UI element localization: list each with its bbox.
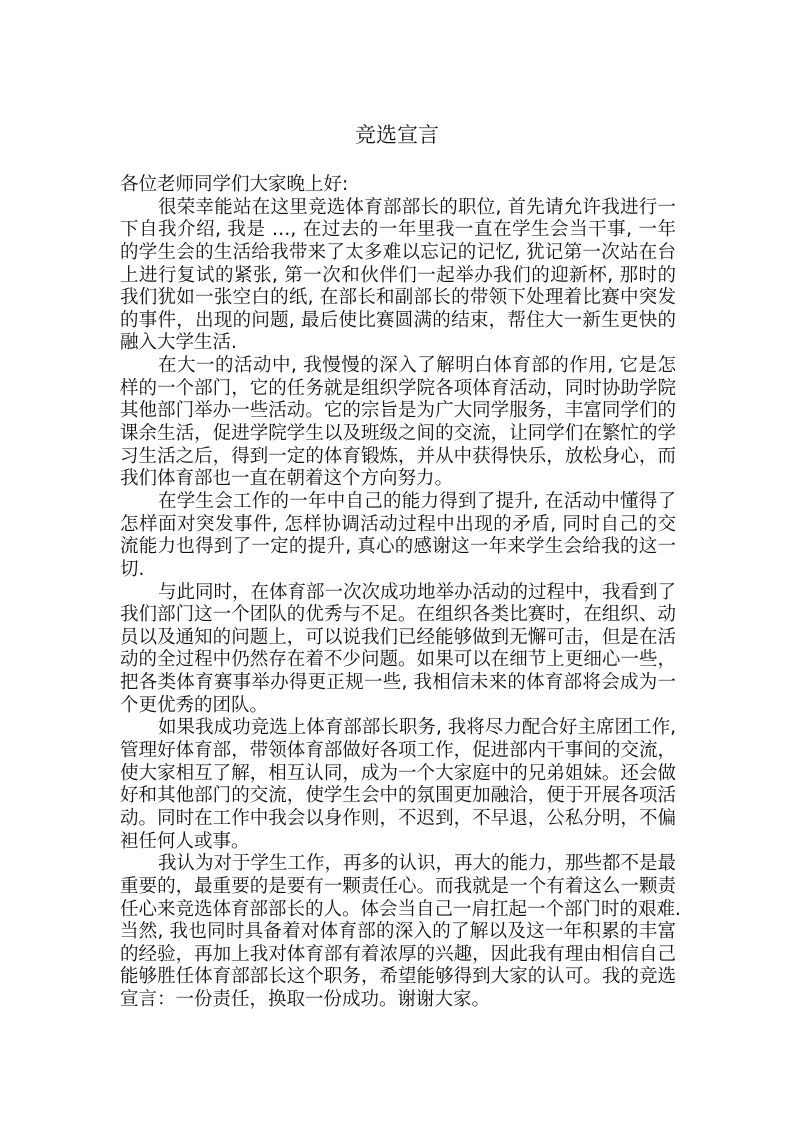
text-line: 把各类体育赛事举办得更正规一些, 我相信未来的体育部将会成为一 — [120, 672, 676, 694]
text-line: 的事件，出现的问题, 最后使比赛圆满的结束，帮住大一新生更快的 — [120, 309, 676, 331]
text-line: 流能力也得到了一定的提升, 真心的感谢这一年来学生会给我的这一 — [120, 536, 676, 558]
text-line: 管理好体育部，带领体育部做好各项工作，促进部内干事间的交流， — [120, 740, 676, 762]
text-line: 上进行复试的紧张, 第一次和伙伴们一起举办我们的迎新杯, 那时的 — [120, 264, 676, 286]
text-line: 如果我成功竞选上体育部部长职务, 我将尽力配合好主席团工作, — [158, 717, 676, 739]
text-line: 下自我介绍, 我是 …, 在过去的一年里我一直在学生会当干事, 一年 — [120, 219, 676, 241]
text-line: 任心来竞选体育部部长的人。体会当自己一肩扛起一个部门时的艰难. — [120, 898, 681, 920]
text-line: 很荣幸能站在这里竞选体育部部长的职位, 首先请允许我进行一 — [158, 196, 676, 218]
document-title: 竞选宣言 — [355, 123, 439, 147]
text-line: 的经验，再加上我对体育部有着浓厚的兴趣，因此我有理由相信自己 — [120, 943, 676, 965]
text-line: 各位老师同学们大家晚上好: — [120, 174, 349, 195]
text-line: 动。同时在工作中我会以身作则，不迟到，不早退，公私分明，不偏 — [120, 807, 676, 829]
text-line: 我认为对于学生工作，再多的认识，再大的能力，那些都不是最 — [158, 853, 677, 875]
text-line: 我们部门这一个团队的优秀与不足。在组织各类比赛时，在组织、动 — [120, 604, 676, 626]
text-line: 当然, 我也同时具备着对体育部的深入的了解以及这一年积累的丰富 — [120, 921, 676, 943]
text-line: 课余生活，促进学院学生以及班级之间的交流，让同学们在繁忙的学 — [120, 423, 676, 445]
text-line: 融入大学生活. — [120, 332, 237, 354]
text-line: 重要的，最重要的是要有一颗责任心。而我就是一个有着这么一颗责 — [120, 875, 676, 897]
text-line: 在大一的活动中, 我慢慢的深入了解明白体育部的作用, 它是怎 — [158, 355, 676, 377]
text-line: 其他部门举办一些活动。它的宗旨是为广大同学服务，丰富同学们的 — [120, 400, 676, 422]
text-line: 我们犹如一张空白的纸, 在部长和副部长的带领下处理着比赛中突发 — [120, 287, 676, 309]
text-line: 的学生会的生活给我带来了太多难以忘记的记忆, 犹记第一次站在台 — [120, 241, 676, 263]
text-line: 样的一个部门，它的任务就是组织学院各项体育活动，同时协助学院 — [120, 377, 676, 399]
text-line: 习生活之后，得到一定的体育锻炼，并从中获得快乐，放松身心，而 — [120, 445, 676, 467]
text-line: 动的全过程中仍然存在着不少问题。如果可以在细节上更细心一些， — [120, 649, 676, 671]
text-line: 宣言：一份责任，换取一份成功。谢谢大家。 — [120, 989, 491, 1011]
text-line: 在学生会工作的一年中自己的能力得到了提升, 在活动中懂得了 — [158, 490, 676, 512]
text-line: 与此同时，在体育部一次次成功地举办活动的过程中，我看到了 — [158, 581, 677, 603]
text-line: 能够胜任体育部部长这个职务，希望能够得到大家的认可。我的竞选 — [120, 966, 676, 988]
text-line: 我们体育部也一直在朝着这个方向努力。 — [120, 468, 454, 490]
text-line: 好和其他部门的交流，使学生会中的氛围更加融洽，便于开展各项活 — [120, 785, 676, 807]
text-line: 怎样面对突发事件, 怎样协调活动过程中出现的矛盾, 同时自己的交 — [120, 513, 676, 535]
text-line: 切. — [120, 558, 145, 580]
document-body — [120, 174, 681, 1012]
text-line: 使大家相互了解，相互认同，成为一个大家庭中的兄弟姐妹。还会做 — [120, 762, 676, 784]
text-line: 员以及通知的问题上，可以说我们已经能够做到无懈可击，但是在活 — [120, 626, 676, 648]
text-line: 个更优秀的团队。 — [120, 694, 269, 716]
text-line: 袒任何人或事。 — [120, 830, 250, 852]
